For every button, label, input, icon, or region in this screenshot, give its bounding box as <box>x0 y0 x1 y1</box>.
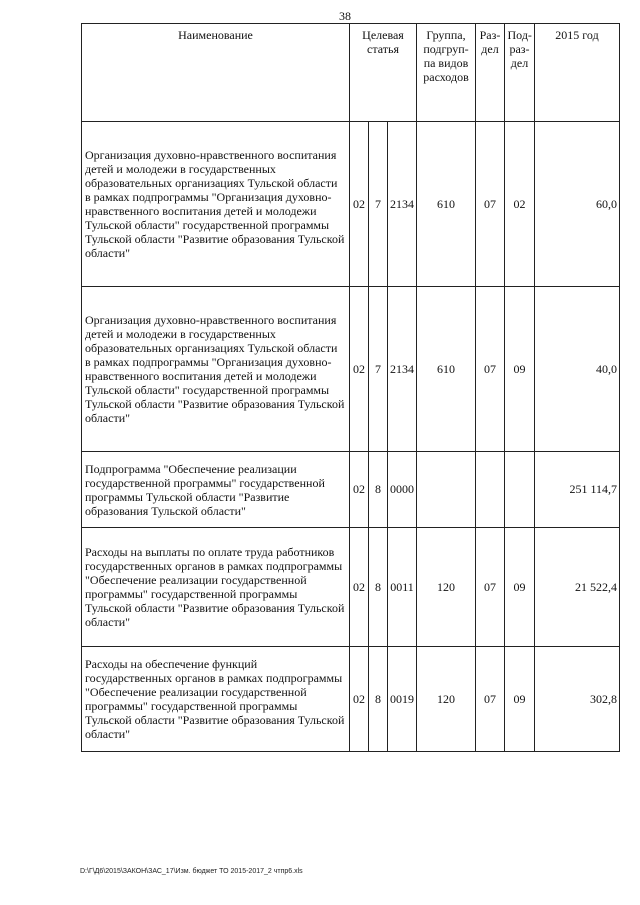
row-expense-group: 610 <box>417 287 476 452</box>
row-section: 07 <box>476 287 505 452</box>
row-target-article-code: 2134 <box>388 122 417 287</box>
row-subsection: 09 <box>505 528 535 647</box>
row-target-article-subprogram: 7 <box>369 122 388 287</box>
row-target-article-code: 0011 <box>388 528 417 647</box>
row-target-article-code: 0019 <box>388 647 417 752</box>
header-year: 2015 год <box>535 24 620 122</box>
row-section: 07 <box>476 528 505 647</box>
row-name: Организация духовно-нравственного воспитания детей и молодежи в государственных образовательных организациях Тульской области в рамках подпрограммы "Организация духовно-нравственного воспитания детей и молодежи Тульской области" государственной программы Тульской области "Развитие образования Тульской области" <box>82 122 350 287</box>
row-name: Организация духовно-нравственного воспитания детей и молодежи в государственных образовательных организациях Тульской области в рамках подпрограммы "Организация духовно-нравственного воспитания детей и молодежи Тульской области" государственной программы Тульской области "Развитие образования Тульской области" <box>82 287 350 452</box>
row-amount: 251 114,7 <box>535 452 620 528</box>
row-target-article-program: 02 <box>350 287 369 452</box>
row-name: Расходы на обеспечение функций государственных органов в рамках подпрограммы "Обеспечение реализации государственной программы" государственной программы Тульской области "Развитие образования Тульской области" <box>82 647 350 752</box>
header-section-text: Раз- дел <box>479 28 501 56</box>
row-subsection <box>505 452 535 528</box>
row-target-article-program: 02 <box>350 122 369 287</box>
row-expense-group: 120 <box>417 528 476 647</box>
row-target-article-program: 02 <box>350 647 369 752</box>
header-group <box>417 24 476 122</box>
table-row <box>82 647 620 752</box>
row-subsection: 09 <box>505 287 535 452</box>
row-target-article-subprogram: 7 <box>369 287 388 452</box>
row-target-article-program: 02 <box>350 452 369 528</box>
table-row <box>82 122 620 287</box>
header-subsection-text: Под- раз- дел <box>507 28 532 70</box>
table-row <box>82 452 620 528</box>
table-header-row <box>82 24 620 122</box>
header-name: Наименование <box>82 24 350 122</box>
row-subsection: 09 <box>505 647 535 752</box>
row-target-article-program: 02 <box>350 528 369 647</box>
row-target-article-code: 2134 <box>388 287 417 452</box>
header-subsection <box>505 24 535 122</box>
row-target-article-subprogram: 8 <box>369 647 388 752</box>
row-target-article-subprogram: 8 <box>369 452 388 528</box>
row-target-article-code: 0000 <box>388 452 417 528</box>
row-amount: 60,0 <box>535 122 620 287</box>
row-amount: 40,0 <box>535 287 620 452</box>
header-target-article-text: Целевая статья <box>362 28 404 56</box>
header-section <box>476 24 505 122</box>
row-section <box>476 452 505 528</box>
budget-table <box>81 23 620 752</box>
row-subsection: 02 <box>505 122 535 287</box>
row-amount: 302,8 <box>535 647 620 752</box>
table-row <box>82 528 620 647</box>
row-amount: 21 522,4 <box>535 528 620 647</box>
row-target-article-subprogram: 8 <box>369 528 388 647</box>
page-number: 38 <box>339 9 351 23</box>
row-expense-group <box>417 452 476 528</box>
row-name: Расходы на выплаты по оплате труда работников государственных органов в рамках подпрограммы "Обеспечение реализации государственной программы" государственной программы Тульской области "Развитие образования Тульской области" <box>82 528 350 647</box>
footer-file-path: D:\Г\Д6\2015\ЗАКОН\ЗАС_17\Изм. бюджет ТО 2015-2017_2 чтпр6.xls <box>80 868 303 875</box>
row-expense-group: 610 <box>417 122 476 287</box>
row-name: Подпрограмма "Обеспечение реализации государственной программы" государственной программы Тульской области "Развитие образования Тульской области" <box>82 452 350 528</box>
header-group-text: Группа, подгруп- па видов расходов <box>423 28 469 84</box>
header-target-article <box>350 24 417 122</box>
row-section: 07 <box>476 122 505 287</box>
table-row <box>82 287 620 452</box>
row-expense-group: 120 <box>417 647 476 752</box>
row-section: 07 <box>476 647 505 752</box>
